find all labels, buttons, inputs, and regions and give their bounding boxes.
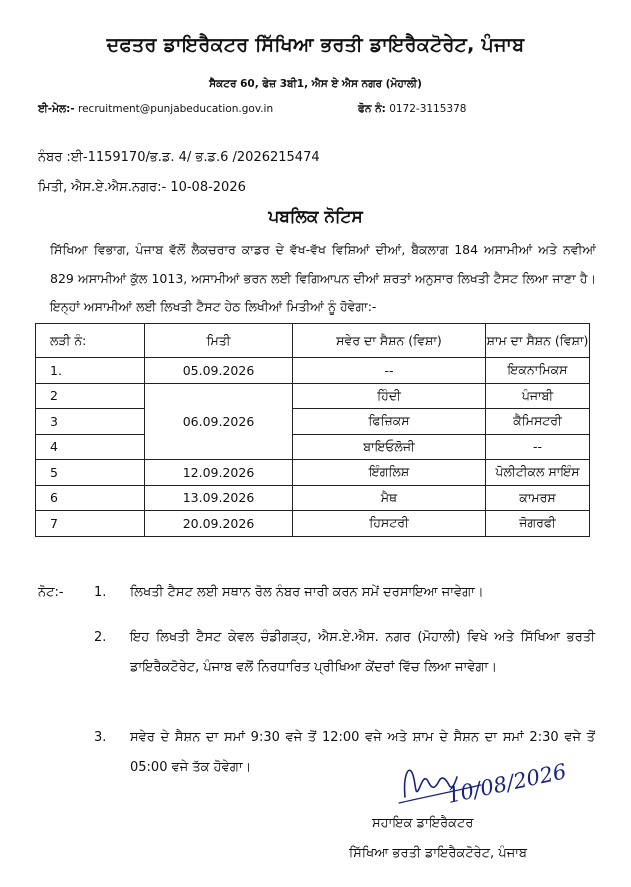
- cell-serial: 5: [36, 460, 145, 486]
- cell-evening: ਜੋਗਰਫੀ: [486, 511, 590, 537]
- table-row: [36, 358, 590, 384]
- note-text: ਸਵੇਰ ਦੇ ਸੈਸ਼ਨ ਦਾ ਸਮਾਂ 9:30 ਵਜੇ ਤੋਂ 12:00 ਵਜੇ ਅਤੇ ਸ਼ਾਮ ਦੇ ਸੈਸ਼ਨ ਦਾ ਸਮਾਂ 2:30 ਵਜੇ ਤੋਂ 05:00 ਵਜੇ ਤੱਕ ਹੋਵੇਗਾ।: [130, 730, 595, 775]
- cell-serial: 3: [36, 409, 145, 435]
- issue-date: ਮਿਤੀ, ਐਸ.ਏ.ਐਸ.ਨਗਰ:- 10-08-2026: [38, 180, 246, 195]
- office-title: ਦਫਤਰ ਡਾਇਰੈਕਟਰ ਸਿੱਖਿਆ ਭਰਤੀ ਡਾਇਰੈਕਟੋਰੇਟ, ਪੰਜਾਬ: [106, 34, 525, 56]
- cell-date: 20.09.2026: [145, 511, 293, 537]
- cell-date: 12.09.2026: [145, 460, 293, 486]
- header-serial: ਲੜੀ ਨੰ:: [36, 324, 145, 358]
- cell-serial: 6: [36, 485, 145, 511]
- office-address: ਸੈਕਟਰ 60, ਫੇਜ਼ 3ਬੀ1, ਐਸ ਏ ਐਸ ਨਗਰ (ਮੋਹਾਲੀ): [209, 78, 422, 90]
- reference-number: ਨੰਬਰ :ਈ-1159170/ਭ.ਡ. 4/ ਭ.ਡ.6 /2026215474: [38, 150, 320, 165]
- table-row: [36, 511, 590, 537]
- cell-date: 06.09.2026: [145, 383, 293, 460]
- signatory-designation: ਸਹਾਇਕ ਡਾਇਰੈਕਟਰ: [372, 816, 474, 831]
- header-evening: ਸ਼ਾਮ ਦਾ ਸੈਸ਼ਨ (ਵਿਸ਼ਾ): [486, 324, 590, 358]
- cell-evening: ਕੈਮਿਸਟਰੀ: [486, 409, 590, 435]
- cell-date: 13.09.2026: [145, 485, 293, 511]
- table-row: [36, 485, 590, 511]
- cell-morning: ਫਿਜ਼ਿਕਸ: [293, 409, 486, 435]
- cell-evening: ਇਕਨਾਮਿਕਸ: [486, 358, 590, 384]
- cell-morning: --: [293, 358, 486, 384]
- table-row: [36, 409, 590, 435]
- exam-schedule-table: [35, 323, 590, 537]
- phone-line: [358, 103, 466, 116]
- notice-title: ਪਬਲਿਕ ਨੋਟਿਸ: [268, 207, 363, 227]
- header-morning: ਸਵੇਰ ਦਾ ਸੈਸ਼ਨ (ਵਿਸ਼ਾ): [293, 324, 486, 358]
- phone-label: ਫੋਨ ਨੰ:: [358, 103, 386, 115]
- handwritten-signature: [385, 745, 575, 815]
- cell-serial: 2: [36, 383, 145, 409]
- cell-morning: ਹਿਸਟਰੀ: [293, 511, 486, 537]
- signatory-office: ਸਿੱਖਿਆ ਭਰਤੀ ਡਾਇਰੈਕਟੋਰੇਟ, ਪੰਜਾਬ: [349, 846, 528, 861]
- notes-label: ਨੋਟ:-: [38, 585, 64, 600]
- intro-paragraph: ਸਿੱਖਿਆ ਵਿਭਾਗ, ਪੰਜਾਬ ਵੱਲੋਂ ਲੈਕਚਰਾਰ ਕਾਡਰ ਦੇ ਵੱਖ-ਵੱਖ ਵਿਸ਼ਿਆਂ ਦੀਆਂ, ਬੈਕਲਾਗ 184 ਅਸਾਮੀਆਂ ਅਤੇ ਨਵੀਆਂ 829 ਅਸਾਮੀਆਂ ਕੁੱਲ 1013, ਅਸਾਮੀਆਂ ਭਰਨ ਲਈ ਵਿਗਿਆਪਨ ਦੀਆਂ ਸ਼ਰਤਾਂ ਅਨੁਸਾਰ ਲਿਖਤੀ ਟੈਸਟ ਲਿਆ ਜਾਣਾ ਹੈ। ਇਨ੍ਹਾਂ ਅਸਾਮੀਆਂ ਲਈ ਲਿਖਤੀ ਟੈਸਟ ਹੇਠ ਲਿਖੀਆਂ ਮਿਤੀਆਂ ਨੂੰ ਹੋਵੇਗਾ:-: [50, 242, 596, 314]
- note-number: 3.: [94, 730, 107, 745]
- cell-serial: 4: [36, 434, 145, 460]
- note-text: ਲਿਖਤੀ ਟੈਸਟ ਲਈ ਸਥਾਨ ਰੋਲ ਨੰਬਰ ਜਾਰੀ ਕਰਨ ਸਮੇਂ ਦਰਸਾਇਆ ਜਾਵੇਗਾ।: [130, 585, 484, 600]
- cell-evening: ਪੰਜਾਬੀ: [486, 383, 590, 409]
- phone-number: 0172-3115378: [389, 103, 467, 115]
- cell-serial: 7: [36, 511, 145, 537]
- table-header-row: [36, 324, 590, 358]
- cell-evening: ਕਾਮਰਸ: [486, 485, 590, 511]
- note-number: 2.: [94, 630, 107, 645]
- cell-morning: ਬਾਇਓਲੋਜੀ: [293, 434, 486, 460]
- table-row: [36, 434, 590, 460]
- cell-evening: --: [486, 434, 590, 460]
- signature-date: 10/08/2026: [445, 759, 569, 808]
- cell-evening: ਪੋਲੀਟੀਕਲ ਸਾਇੰਸ: [486, 460, 590, 486]
- table-row: [36, 460, 590, 486]
- header-date: ਮਿਤੀ: [145, 324, 293, 358]
- note-text: ਇਹ ਲਿਖਤੀ ਟੈਸਟ ਕੇਵਲ ਚੰਡੀਗੜ੍ਹ, ਐਸ.ਏ.ਐਸ. ਨਗਰ (ਮੋਹਾਲੀ) ਵਿਖੇ ਅਤੇ ਸਿੱਖਿਆ ਭਰਤੀ ਡਾਇਰੈਕਟੋਰੇਟ, ਪੰਜਾਬ ਵਲੋਂ ਨਿਰਧਾਰਿਤ ਪ੍ਰੀਖਿਆ ਕੇਂਦਰਾਂ ਵਿੱਚ ਲਿਆ ਜਾਵੇਗਾ।: [130, 630, 595, 675]
- email-address: recruitment@punjabeducation.gov.in: [78, 103, 274, 115]
- cell-morning: ਹਿੰਦੀ: [293, 383, 486, 409]
- cell-serial: 1.: [36, 358, 145, 384]
- email-line: [38, 103, 273, 116]
- cell-morning: ਇੰਗਲਿਸ਼: [293, 460, 486, 486]
- cell-morning: ਮੈਥ: [293, 485, 486, 511]
- email-label: ਈ-ਮੇਲ:-: [38, 103, 75, 115]
- note-number: 1.: [94, 585, 107, 600]
- table-row: [36, 383, 590, 409]
- cell-date: 05.09.2026: [145, 358, 293, 384]
